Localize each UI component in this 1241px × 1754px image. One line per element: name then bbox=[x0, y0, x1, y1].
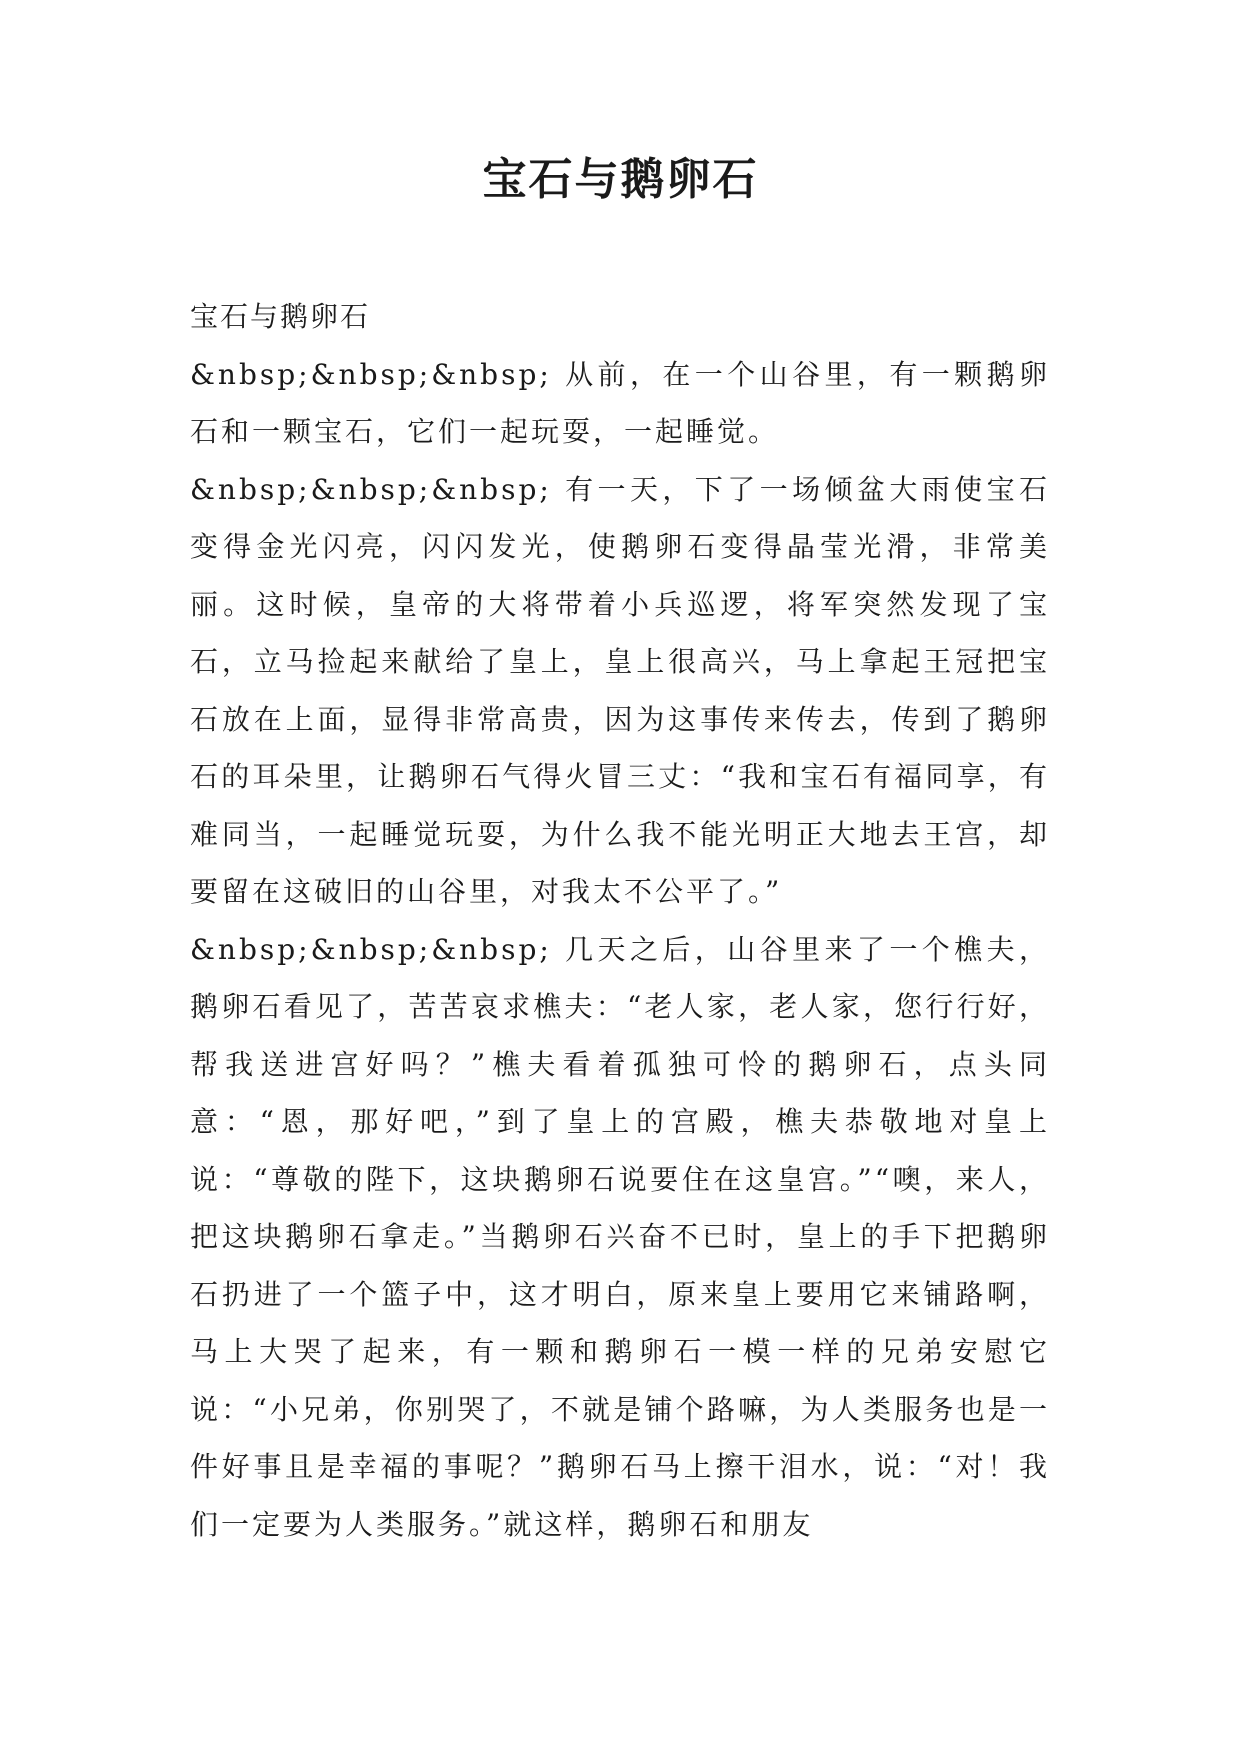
paragraph: &nbsp;&nbsp;&nbsp; 有一天，下了一场倾盆大雨使宝石变得金光闪亮，闪闪发光，使鹅卵石变得晶莹光滑，非常美丽。这时候，皇帝的大将带着小兵巡逻，将军突然发现了宝石，立马捡起来献给了皇上，皇上很高兴，马上拿起王冠把宝石放在上面，显得非常高贵，因为这事传来传去，传到了鹅卵石的耳朵里，让鹅卵石气得火冒三丈：“我和宝石有福同享，有难同当，一起睡觉玩耍，为什么我不能光明正大地去王宫，却要留在这破旧的山谷里，对我太不公平了。” bbox=[190, 472, 1050, 908]
paragraph: &nbsp;&nbsp;&nbsp; 几天之后，山谷里来了一个樵夫，鹅卵石看见了，苦苦哀求樵夫：“老人家，老人家，您行行好，帮我送进宫好吗？”樵夫看着孤独可怜的鹅卵石，点头同意：“恩，那好吧，”到了皇上的宫殿，樵夫恭敬地对皇上说：“尊敬的陛下，这块鹅卵石说要住在这皇宫。”“噢，来人，把这块鹅卵石拿走。”当鹅卵石兴奋不已时，皇上的手下把鹅卵石扔进了一个篮子中，这才明白，原来皇上要用它来铺路啊，马上大哭了起来，有一颗和鹅卵石一模一样的兄弟安慰它说：“小兄弟，你别哭了，不就是铺个路嘛，为人类服务也是一件好事且是幸福的事呢？”鹅卵石马上擦干泪水，说：“对！我们一定要为人类服务。”就这样，鹅卵石和朋友 bbox=[190, 932, 1050, 1541]
document-body bbox=[190, 288, 1050, 1553]
document-subtitle: 宝石与鹅卵石 bbox=[190, 300, 371, 333]
paragraph: &nbsp;&nbsp;&nbsp; 从前，在一个山谷里，有一颗鹅卵石和一颗宝石，它们一起玩耍，一起睡觉。 bbox=[190, 357, 1050, 448]
document-title: 宝石与鹅卵石 bbox=[482, 154, 759, 205]
